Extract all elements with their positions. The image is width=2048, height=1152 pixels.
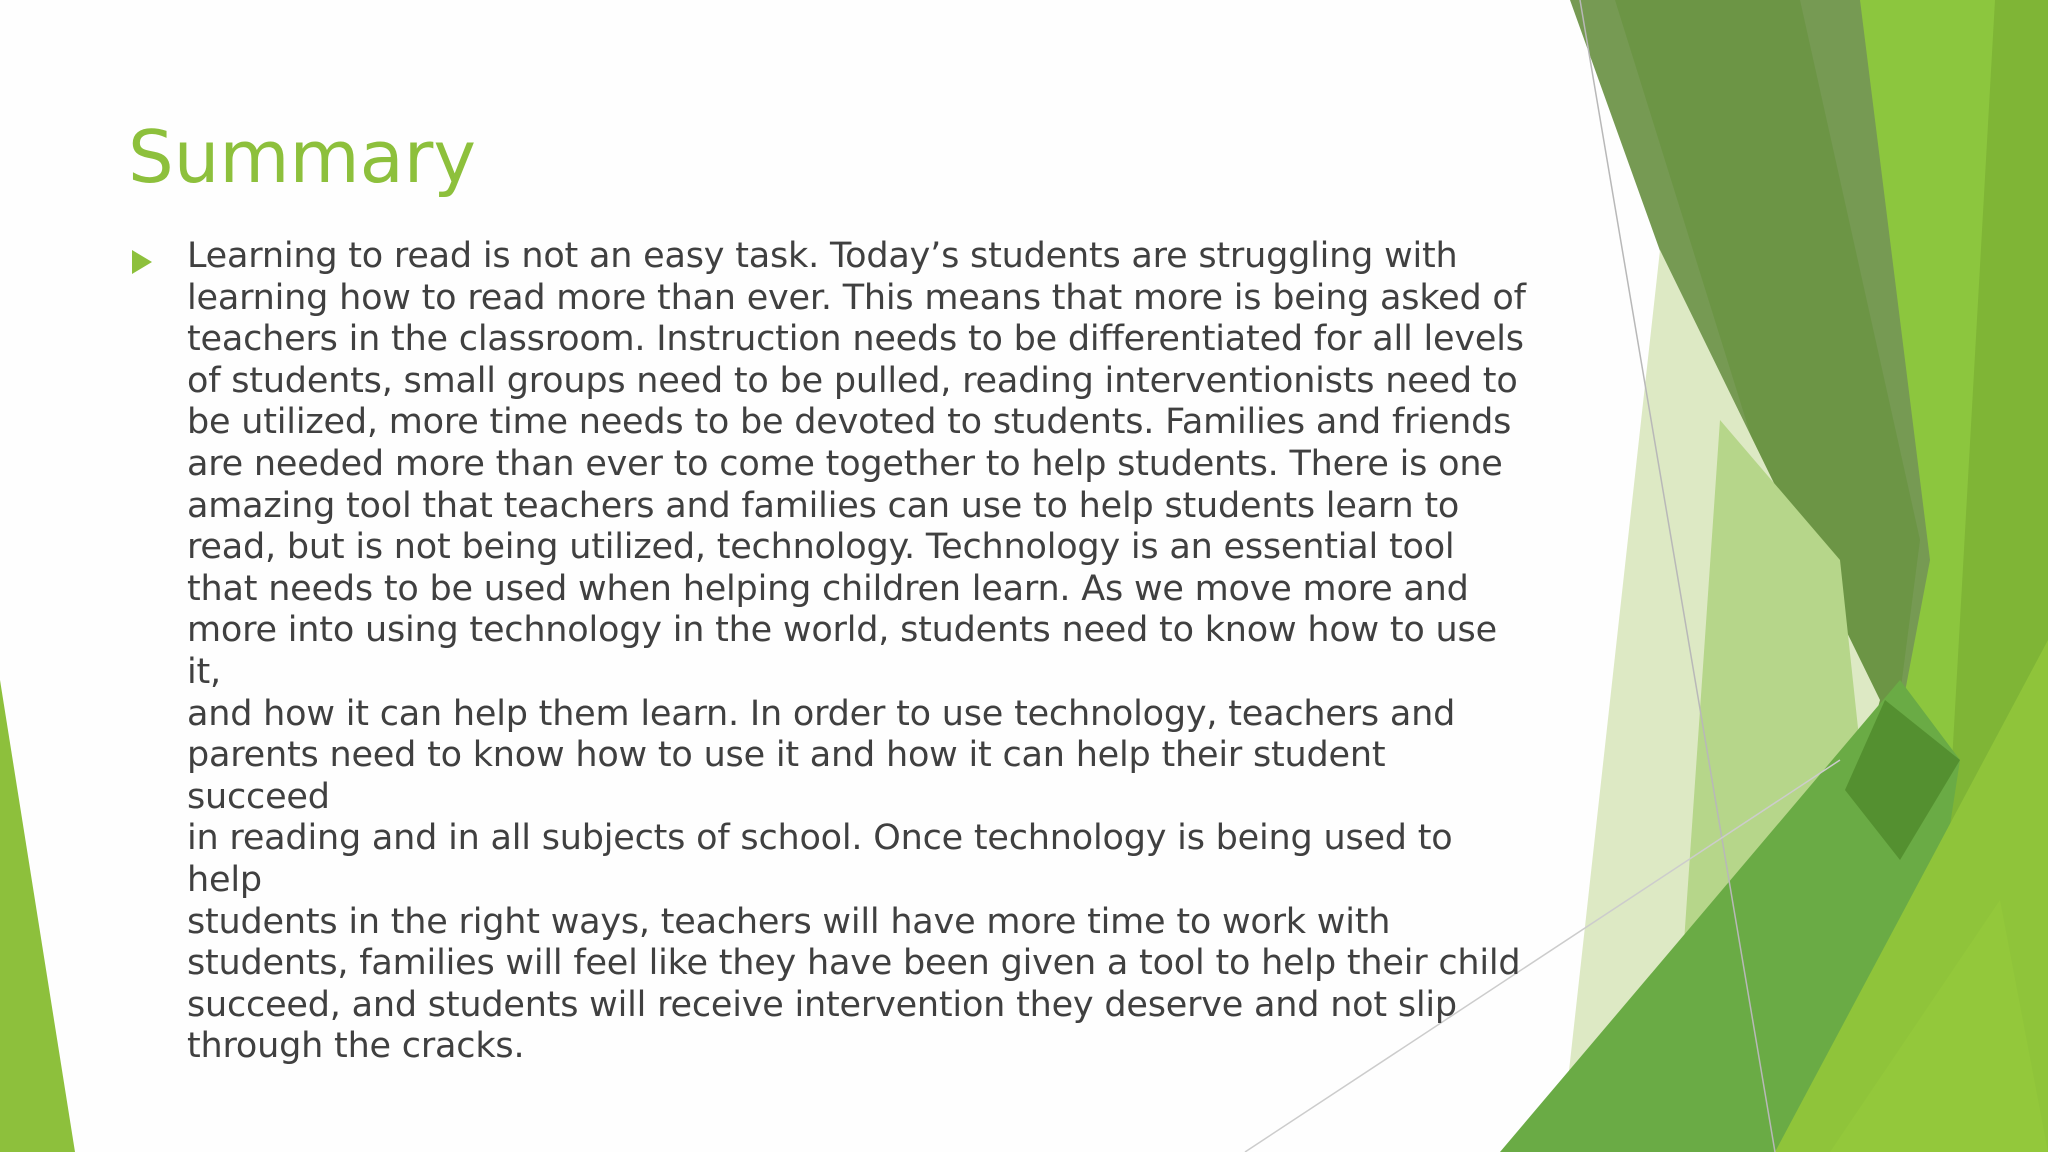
slide-title: Summary [128,115,476,199]
bullet-arrow-icon [132,250,152,274]
bullet-item [187,236,1537,1068]
bullet-text: Learning to read is not an easy task. Today’s students are struggling with learning how to read more than ever. This means that more is being asked of teachers in the classroom. Instruction needs to be differentiated for all levels of students, small groups need to be pulled, reading interventionists need to be utilized, more time needs to be devoted to students. Families and friends are needed more than ever to come together to help students. There is one amazing tool that teachers and families can use to help students learn to read, but is not being utilized, technology. Technology is an essential tool that needs to be used when helping children learn. As we move more and more into using technology in the world, students need to know how to use it, and how it can help them learn. In order to use technology, teachers and parents need to know how to use it and how it can help their student succeed in reading and in all subjects of school. Once technology is being used to help students in the right ways, teachers will have more time to work with students, families will feel like they have been given a tool to help their child succeed, and students will receive intervention they deserve and not slip through the cracks. [187,236,1526,1067]
left-accent-shape [0,680,75,1152]
